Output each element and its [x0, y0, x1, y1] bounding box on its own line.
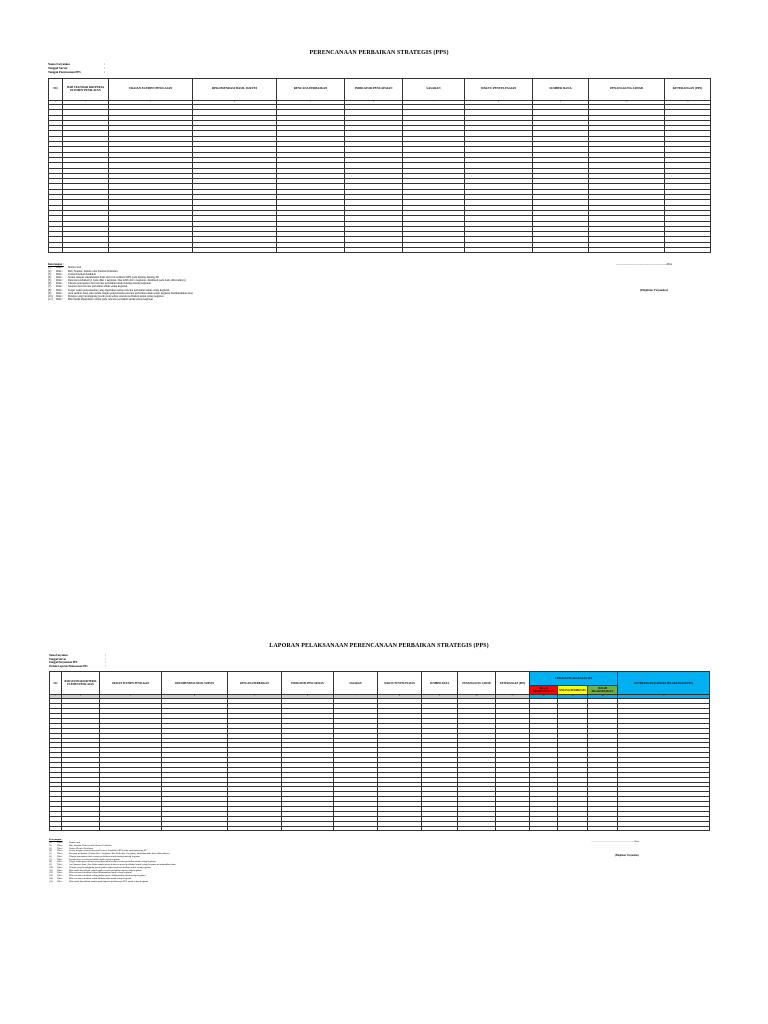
note-text: Asal sumber dana, jika dalam rangka penyelesaian rencana perbaikan untuk setiap kegiatan membutuhkan dana [69, 863, 176, 867]
note-key: Diisi : [56, 275, 63, 279]
note-text: Petugas yang bertanggung jawab pada setiap rencana perbaikan untuk setiap kegiatan [68, 294, 164, 298]
column-number: 6 [345, 100, 403, 104]
header-rencana: RENCANA PERBAIKAN [228, 672, 282, 695]
note-number: (1) [49, 841, 52, 845]
meta-label: Tanggal Penyusunan PPS [49, 661, 78, 665]
table-cell[interactable] [49, 248, 63, 253]
pps-report-table [49, 671, 710, 831]
note-number: (4) [49, 849, 52, 853]
header-penanggung-jawab: PENANGGUNG JAWAB [589, 78, 665, 100]
note-number: (11) [49, 868, 53, 872]
column-number: 2 [62, 695, 100, 699]
meta-colon: : [105, 654, 106, 657]
table-cell[interactable] [530, 826, 558, 831]
header-sumber-dana: SUMBER DANA [533, 78, 589, 100]
note-number: (7) [48, 285, 52, 289]
place-date: ........................................................................20xx [616, 263, 672, 267]
table-row [49, 248, 711, 253]
table-cell[interactable] [618, 826, 710, 831]
meta-row [49, 665, 709, 669]
signature-label: (Pimpinan Fasyankes) [639, 288, 668, 293]
table-cell[interactable] [50, 826, 62, 831]
note-number: (3) [49, 846, 52, 850]
column-number: 11 [496, 695, 530, 699]
meta-colon: : [105, 657, 106, 661]
header-rekomendasi: REKOMENDASI HASIL SURVEI [162, 672, 228, 695]
table-cell[interactable] [458, 826, 496, 831]
header-keterangan: KETERANGAN (PPS) [496, 672, 530, 695]
column-number: 4 [162, 695, 228, 699]
column-number: 6 [282, 695, 334, 699]
table-cell[interactable] [193, 248, 277, 253]
column-number: 8 [465, 100, 533, 104]
note-key: Diisi : [57, 868, 63, 872]
column-number: 9 [422, 695, 458, 699]
note-number: (5) [49, 852, 52, 856]
table-cell[interactable] [422, 826, 458, 831]
pps-report-sheet [49, 643, 709, 883]
table-cell[interactable] [588, 826, 618, 831]
note-key: Diisi : [56, 269, 63, 273]
column-number: 3 [100, 695, 162, 699]
meta-label: Tanggal Penyusunan PPS [48, 70, 81, 75]
note-number: (2) [48, 269, 52, 273]
note-number: (8) [48, 288, 52, 292]
note-text: Ukuran pencapaian dari rencana perbaikan untuk masing-masing kegiatan [68, 282, 151, 286]
table-cell[interactable] [334, 826, 378, 831]
note-key: Diisi : [57, 865, 63, 869]
column-number: 10 [458, 695, 496, 699]
meta-label: Nama Faryankes [48, 62, 70, 66]
table-cell[interactable] [533, 248, 589, 253]
note-number: (10) [49, 865, 53, 869]
header-row [49, 78, 711, 100]
header-rencana: RENCANA PERBAIKAN [277, 78, 345, 100]
note-key: Diisi : [57, 857, 63, 861]
note-item [49, 881, 709, 884]
column-number: 3 [109, 100, 193, 104]
note-text: Petugas yang bertanggung jawab pada setiap rencana perbaikan untuk setiap kegiatan [69, 865, 151, 869]
column-number: 7 [334, 695, 378, 699]
table-cell[interactable] [100, 826, 162, 831]
note-text: Bila masih diperlukan catatan pada rencana perbaikan untuk setiap kegiatan [69, 868, 142, 872]
meta-colon: : [105, 664, 106, 668]
note-key: Diisi : [56, 291, 63, 295]
note-key: Diisi : [56, 294, 63, 298]
note-number: (6) [49, 854, 52, 858]
column-number: 9 [533, 100, 589, 104]
note-text: Target waktu penyelesaian yang diperlukan setiap rencana perbaikan untuk setiap kegiatan [68, 288, 170, 292]
note-number: (12) [49, 871, 53, 875]
table-cell[interactable] [378, 826, 422, 831]
note-key: Diisi : [57, 874, 63, 878]
table-cell[interactable] [496, 826, 530, 831]
column-number: 15 [618, 695, 710, 699]
note-number: (5) [48, 279, 52, 283]
notes-title: Keterangan : [48, 263, 64, 267]
note-text: Nomor urut [68, 266, 82, 270]
note-text: Bab, Standar, Kriteria dan Elemen Penilaian [68, 269, 118, 273]
note-key: Diisi : [56, 282, 63, 286]
header-uraian: URAIAN ELEMEN PENILAIAN [109, 78, 193, 100]
note-key: Diisi : [57, 854, 63, 858]
sheet-title: PERENCANAAN PERBAIKAN STRATEGIS (PPS) [309, 50, 449, 56]
note-key: Diisi : [56, 279, 63, 283]
note-number: (1) [48, 266, 52, 270]
note-text: Nomor urut [69, 841, 81, 845]
note-number: (9) [49, 863, 52, 867]
meta-label: Nama Fasyankes [49, 654, 68, 657]
header-penanggung-jawab: PENANGGUNG JAWAB [458, 672, 496, 695]
note-key: Diisi : [57, 879, 63, 883]
table-cell[interactable] [162, 826, 228, 831]
note-number: (8) [49, 860, 52, 864]
note-key: Diisi : [56, 272, 63, 276]
note-text: Sasaran dari rencana perbaikan untuk setiap kegiatan [69, 857, 120, 861]
note-key: Diisi : [56, 298, 63, 302]
header-keterangan-capaian: KETERANGAN (CAPAIAN PELAKSANAAN PPS) [618, 672, 710, 695]
table-body [50, 695, 710, 831]
header-sumber-dana: SUMBER DANA [422, 672, 458, 695]
note-text: Uraian Elemen Penilaian [69, 846, 93, 850]
meta-colon: : [104, 70, 105, 75]
table-cell[interactable] [403, 248, 465, 253]
header-waktu: WAKTU PENYELESAIAN [378, 672, 422, 695]
note-text: Bila rencana perbaikan sudah dilaksanakan untuk setiap kegiatan [69, 876, 132, 880]
header-indikator: INDIKATOR PENCAPAIAN [345, 78, 403, 100]
sheet-title: LAPORAN PELAKSANAAN PERENCANAAN PERBAIKAN STRATEGIS (PPS) [269, 643, 489, 649]
meta-fields [49, 654, 709, 668]
note-text: Bab, Standar, Kriteria dan Elemen Penilaian [69, 843, 112, 847]
header-belum: BELUM DILAKSANAKA N [530, 686, 558, 695]
note-number: (13) [49, 874, 53, 878]
table-cell[interactable] [558, 826, 588, 831]
note-number: (7) [49, 857, 52, 861]
note-text: Asal sumber dana, jika dalam rangka penyelesaian rencana perbaikan untuk setiap kegiatan membutuhkan dana [68, 291, 193, 295]
note-text: Ukuran pencapaian dari rencana perbaikan untuk masing-masing kegiatan [69, 854, 140, 858]
note-text: Rencana perbaikan (1 baris diisi 1 kegiatan. Jika lebih dari 1 kegiatan, dituliskan pada baris dibawahnya) [68, 279, 186, 283]
header-waktu: WAKTU PENYELESAIAN [465, 78, 533, 100]
column-number: 8 [378, 695, 422, 699]
note-key: Diisi : [56, 266, 63, 270]
note-key: Diisi : [57, 863, 63, 867]
note-number: (2) [49, 843, 52, 847]
note-text: Sasaran dari rencana perbaikan untuk setiap kegiatan [68, 285, 128, 289]
note-number: (10) [48, 294, 53, 298]
column-number: 14 [588, 695, 618, 699]
note-number: (3) [48, 272, 52, 276]
place-date: ........................................................................20xx [591, 840, 639, 844]
meta-label: Tanggal Survei [49, 657, 66, 661]
pps-plan-sheet [48, 50, 710, 301]
header-no: NO [49, 78, 63, 100]
note-key: Diisi : [57, 876, 63, 880]
note-key: Diisi : [57, 852, 63, 856]
note-key: Diisi : [57, 860, 63, 864]
notes-section [49, 839, 709, 883]
table-cell[interactable] [589, 248, 665, 253]
header-indikator: INDIKATOR PENCAPAIAN [282, 672, 334, 695]
table-cell[interactable] [345, 248, 403, 253]
table-cell[interactable] [62, 826, 100, 831]
note-text: Target waktu penyelesaian yang diperlukan setiap rencana perbaikan untuk setiap kegiatan [69, 860, 156, 864]
table-cell[interactable] [228, 826, 282, 831]
header-sasaran: SASARAN [403, 78, 465, 100]
note-number: (9) [48, 291, 52, 295]
table-cell[interactable] [282, 826, 334, 831]
note-number: (14) [49, 876, 53, 880]
note-number: (6) [48, 282, 52, 286]
column-number: 5 [228, 695, 282, 699]
meta-fields [48, 62, 710, 75]
note-text: Bila masih diperlukan catatan pada laporan pelaksanaan PPS untuk setiap kegiatan [69, 879, 149, 883]
meta-label: Tanggal Survei [48, 66, 68, 71]
column-number: 4 [193, 100, 277, 104]
note-key: Diisi : [57, 843, 63, 847]
notes-list [49, 842, 709, 883]
header-uraian: URAIAN ELEMEN PENILAIAN [100, 672, 162, 695]
meta-colon: : [104, 62, 105, 66]
header-capaian-group: CAPAIAN PELAKSANAAN PPS [530, 672, 618, 686]
note-text: Sesuai dengan rekomendasi hasil survei di aplikasi SIPS pada masing-masing EP [68, 275, 159, 279]
note-item [48, 298, 710, 301]
column-number: 10 [589, 100, 665, 104]
note-text: Rencana perbaikan (1 baris diisi 1 kegiatan. Jika lebih dari 1 kegiatan, dituliskan pada baris dibawahnya) [69, 852, 170, 856]
table-body [49, 100, 711, 253]
table-cell[interactable] [465, 248, 533, 253]
header-sudah: SUDAH DILAKSANAKA N [588, 686, 618, 695]
note-text: Bila masih diperlukan catatan pada rencana perbaikan untuk setiap kegiatan [68, 298, 153, 302]
header-bab: BAB STANDAR KRITERIA ELEMEN PENILAIAN [62, 672, 100, 695]
table-row [50, 826, 710, 831]
note-key: Diisi : [57, 871, 63, 875]
note-key: Diisi : [57, 846, 63, 850]
note-key: Diisi : [57, 849, 63, 853]
table-cell[interactable] [109, 248, 193, 253]
meta-label: Periode Laporan Pelaksanaan PPS [49, 664, 88, 668]
table-cell[interactable] [63, 248, 109, 253]
notes-section [48, 263, 710, 301]
note-key: Diisi : [56, 288, 63, 292]
column-number: 1 [49, 100, 63, 104]
note-text: Bila rencana perbaikan sedang dalam proses dilaksanakan untuk setiap kegiatan [69, 874, 146, 878]
note-key: Diisi : [56, 285, 63, 289]
header-sedang: SEDANG BERPROSES [558, 686, 588, 695]
header-bab: BAB STANDAR KRITERIA ELEMEN PENILAIAN [63, 78, 109, 100]
header-rekomendasi: REKOMENDASI HASIL SURVEI [193, 78, 277, 100]
note-text: Bila rencana perbaikan belum dilaksanakan untuk setiap kegiatan [69, 871, 132, 875]
column-number: 13 [558, 695, 588, 699]
header-no: NO [50, 672, 62, 695]
notes-title: Keterangan : [49, 838, 63, 842]
pps-plan-table [48, 78, 711, 254]
table-cell[interactable] [277, 248, 345, 253]
column-number: 2 [63, 100, 109, 104]
meta-row [48, 70, 710, 74]
column-number: 5 [277, 100, 345, 104]
note-number: (4) [48, 275, 52, 279]
header-keterangan: KETERANGAN (PPS) [665, 78, 711, 100]
note-text: Sesuai dengan rekomendasi hasil survei di aplikasi SIPS pada masing-masing EP [69, 849, 147, 853]
column-number: 12 [530, 695, 558, 699]
column-number: 7 [403, 100, 465, 104]
note-key: Diisi : [57, 841, 63, 845]
note-text: Uraian Elemen Penilaian [68, 272, 96, 276]
header-row [50, 672, 710, 686]
signature-label: (Pimpinan Fasyankes) [614, 854, 639, 858]
column-number: 1 [50, 695, 62, 699]
header-sasaran: SASARAN [334, 672, 378, 695]
note-number: (11) [48, 298, 53, 302]
column-number: 11 [665, 100, 711, 104]
meta-colon: : [104, 66, 105, 71]
meta-colon: : [105, 661, 106, 665]
notes-list [48, 266, 710, 301]
note-number: (15) [49, 879, 53, 883]
table-cell[interactable] [665, 248, 711, 253]
